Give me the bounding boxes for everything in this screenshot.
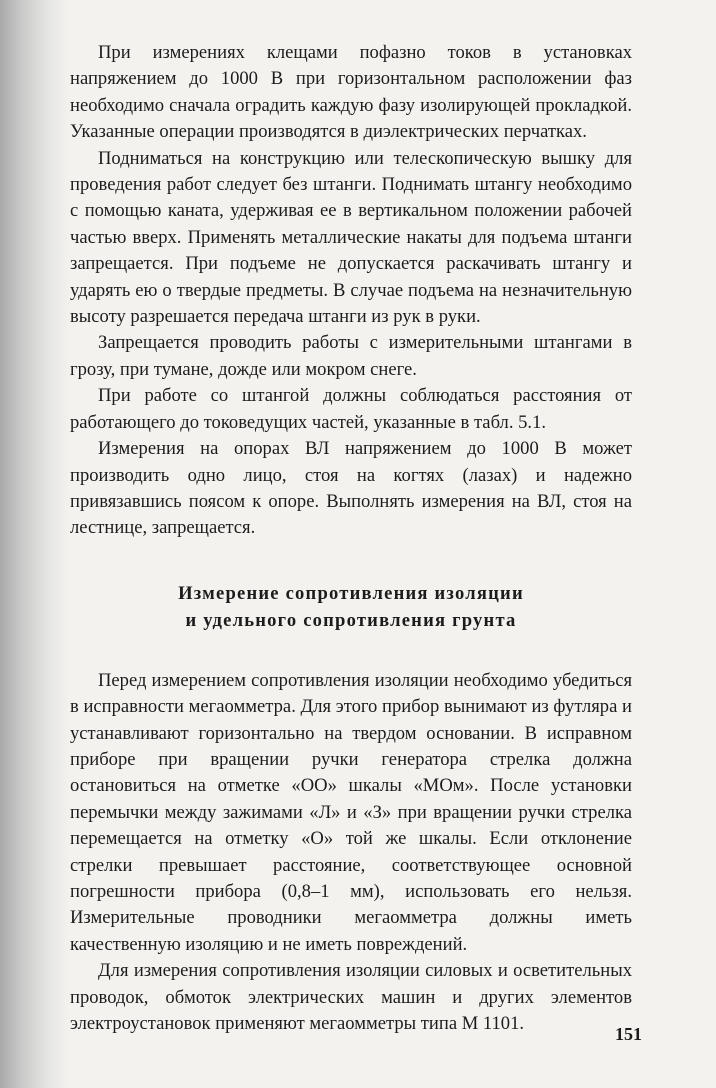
section-heading-line-2: и удельного сопротивления грунта xyxy=(185,609,517,631)
section-heading xyxy=(70,580,632,634)
paragraph-clamp-meter: При измерениях клещами пофазно токов в установках напряжением до 1000 В при горизонтальном расположении фаз необходимо сначала оградить каждую фазу изолирующей прокладкой. Указанные операции производятся в диэлектрических перчатках. xyxy=(70,42,632,143)
paragraph-weather: Запрещается проводить работы с измерительными штангами в грозу, при тумане, дожде или мокром снеге. xyxy=(70,332,632,380)
paragraph-megohmmeter-type: Для измерения сопротивления изоляции силовых и осветительных проводок, обмоток электрических машин и других элементов электроустановок применяют мегаомметры типа М 1101. xyxy=(70,960,632,1034)
section-heading-line-1: Измерение сопротивления изоляции xyxy=(178,582,524,604)
paragraph-distances: При работе со штангой должны соблюдаться расстояния от работающего до токоведущих частей, указанные в табл. 5.1. xyxy=(70,385,632,433)
page-number: 151 xyxy=(615,1024,642,1044)
paragraph-rod-lifting: Подниматься на конструкцию или телескопическую вышку для проведения работ следует без штанги. Поднимать штангу необходимо с помощью каната, удерживая ее в вертикальном положении рабочей частью вверх. Применять металлические накаты для подъема штанги запрещается. При подъеме не допускается раскачивать штангу и ударять ею о твердые предметы. В случае подъема на незначительную высоту разрешается передача штанги из рук в руки. xyxy=(70,147,632,328)
paragraph-overhead-lines: Измерения на опорах ВЛ напряжением до 1000 В может производить одно лицо, стоя на когтях (лазах) и надежно привязавшись поясом к опоре. Выполнять измерения на ВЛ, стоя на лестнице, запрещается. xyxy=(70,438,632,539)
page-body xyxy=(70,40,632,1037)
scan-shadow xyxy=(0,0,70,1088)
paragraph-megohmmeter-check: Перед измерением сопротивления изоляции необходимо убедиться в исправности мегаомметра. Для этого прибор вынимают из футляра и устанавливают горизонтально на твердом основании. В исправном приборе при вращении ручки генератора стрелка должна остановиться на отметке «ОО» шкалы «МОм». После установки перемычки между зажимами «Л» и «З» при вращении ручки стрелка перемещается на отметку «О» той же шкалы. Если отклонение стрелки превышает расстояние, соответствующее основной погрешности прибора (0,8–1 мм), использовать его нельзя. Измерительные проводники мегаомметра должны иметь качественную изоляцию и не иметь повреждений. xyxy=(70,669,632,955)
